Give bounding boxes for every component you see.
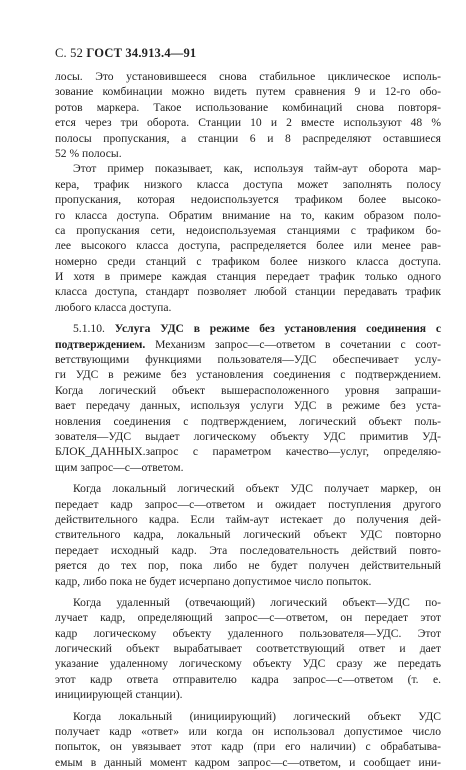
text-fragment: Механизм запрос—с—ответом в сочетании с соот- <box>155 337 441 351</box>
text-line: кадр логическому объекту удаленного пользователя—УДС. Этот <box>55 626 441 640</box>
text-line: ется через три оборота. Станции 10 и 2 вместе используют 48 % <box>55 116 441 130</box>
text-line: этот кадр ответа отправителю кадра запрос—с—ответом (т. е. <box>55 672 441 686</box>
text-line: кадр, либо пока не будет исчерпано допустимое число попыток. <box>55 574 372 588</box>
text-line: логический объект вырабатывает соответствующий ответ и дает <box>55 642 441 656</box>
text-line: лучает кадр, определяющий запрос—с—ответом, он передает этот <box>55 611 441 625</box>
text-line: кера, трафик низкого класса доступа может заполнять полосу <box>55 177 441 191</box>
text-line: Когда локальный логический объект УДС получает маркер, он <box>73 482 441 496</box>
text-line: передает кадр запрос—с—ответом и ожидает поступления другого <box>55 497 441 511</box>
text-line: ветствующими функциями пользователя—УДС обеспечивает услу- <box>55 353 441 367</box>
text-line: щим запрос—с—ответом. <box>55 460 184 474</box>
text-line: лее высокого класса доступа, распределяется более или менее рав- <box>55 239 441 253</box>
text-line: зователя—УДС выдает логическому объекту УДС примитив УД- <box>55 429 441 443</box>
text-line: ряется до тех пор, пока либо не будет получен действительный <box>55 559 441 573</box>
text-line: Когда локальный (инициирующий) логический объект УДС <box>73 709 441 723</box>
section-title: Услуга УДС в режиме без установления соединения с <box>114 322 441 336</box>
body-text <box>55 69 441 770</box>
text-line: зование комбинации можно видеть путем сравнения 9 и 12-го обо- <box>55 85 441 99</box>
text-line: го класса доступа. Обратим внимание на то, каким образом поло- <box>55 208 441 222</box>
text-line: Когда логический объект вышерасположенного уровня запраши- <box>55 383 441 397</box>
text-line: пропускания, которая недоиспользуется трафиком более высоко- <box>55 193 441 207</box>
paragraph-1 <box>55 69 441 161</box>
paragraph-2 <box>55 161 441 315</box>
text-line: емым в данный момент кадром запрос—с—ответом, и сообщает ини- <box>55 755 441 769</box>
text-line: номерно среди станций с трафиком более низкого класса доступа. <box>55 254 441 268</box>
text-line: Когда удаленный (отвечающий) логический объект—УДС по- <box>73 595 441 609</box>
page-header <box>55 46 196 61</box>
text-line: указание удаленному логическому объекту УДС сразу же передать <box>55 657 441 671</box>
section-5-1-10 <box>55 321 441 475</box>
text-line: передает исходный кадр. Эта последовательность действий повто- <box>55 543 441 557</box>
text-line: ги УДС в режиме без установления соединения с подтверждением. <box>55 368 441 382</box>
text-line: са пропускания сети, недоиспользуемая станциями с трафиком бо- <box>55 223 441 237</box>
text-line: новления соединения с подтверждением, логический объект поль- <box>55 414 441 428</box>
standard-designation: ГОСТ 34.913.4—91 <box>86 46 197 60</box>
text-line: вает передачу данных, используя услуги УДС в режиме без уста- <box>55 399 441 413</box>
text-line: действительного кадра. Если тайм-аут истекает до получения дей- <box>55 512 441 526</box>
text-line: 52 % полосы. <box>55 146 122 160</box>
section-number: 5.1.10. <box>73 322 105 336</box>
text-line: класса доступа, стандарт позволяет любой станции передавать трафик <box>55 285 441 299</box>
text-line: Этот пример показывает, как, используя тайм-аут оборота мар- <box>73 162 441 176</box>
text-line: полосы пропускания, а станции 6 и 8 распределяют оставшиеся <box>55 131 441 145</box>
text-line: попыток, он увязывает этот кадр (при его наличии) с обрабатыва- <box>55 740 441 754</box>
text-line: И хотя в примере каждая станция передает трафик только одного <box>55 270 441 284</box>
text-line: любого класса доступа. <box>55 300 172 314</box>
section-heading-line <box>55 321 441 336</box>
text-line: БЛОК_ДАННЫХ.запрос с параметром качество—услуг, определяю- <box>55 445 441 459</box>
page-number: С. 52 <box>55 46 84 60</box>
text-line: ротов маркера. Такое использование комбинаций снова повторя- <box>55 100 441 114</box>
text-line: лосы. Это установившееся снова стабильное циклическое исполь- <box>55 70 441 83</box>
text-line <box>55 337 441 352</box>
paragraph-5 <box>55 595 441 703</box>
text-line: инициирующей станции). <box>55 688 183 702</box>
paragraph-4 <box>55 481 441 589</box>
section-title-cont: подтверждением. <box>55 337 146 351</box>
text-line: получает кадр «ответ» или когда он использовал допустимое число <box>55 725 441 739</box>
paragraph-6 <box>55 709 441 770</box>
text-line: ствительного кадра, локальный логический объект УДС повторно <box>55 528 441 542</box>
